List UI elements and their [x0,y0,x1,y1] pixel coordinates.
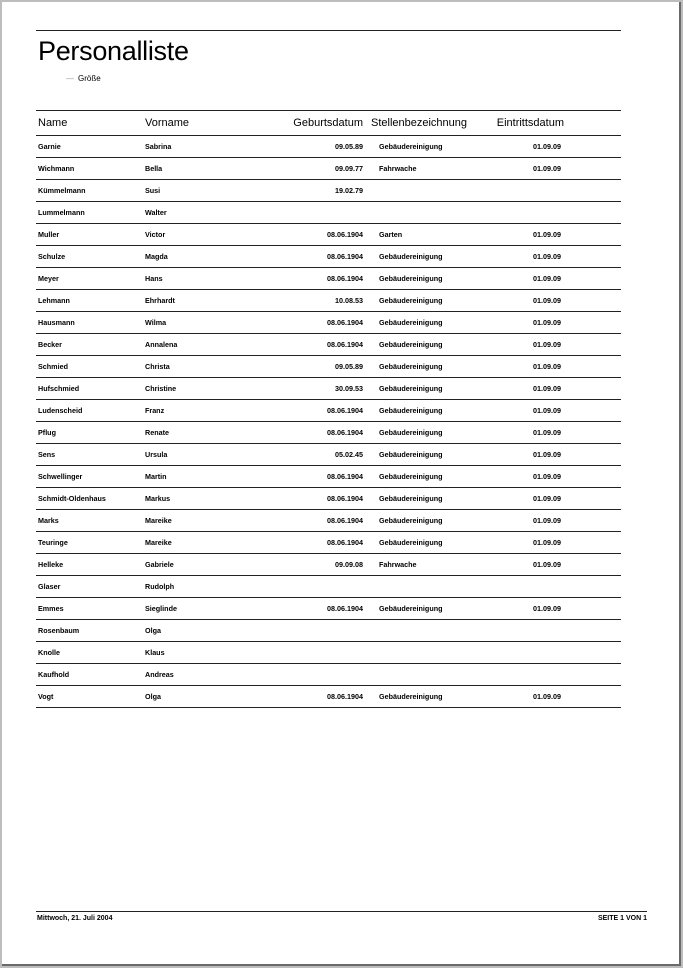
cell-stellenbezeichnung: Gebäudereinigung [379,296,443,305]
cell-vorname: Ehrhardt [145,296,175,305]
cell-stellenbezeichnung: Gebäudereinigung [379,384,443,393]
cell-stellenbezeichnung: Gebäudereinigung [379,428,443,437]
cell-geburtsdatum: 08.06.1904 [327,472,363,481]
table-header-row [36,111,621,136]
cell-name: Hufschmied [38,384,80,393]
cell-stellenbezeichnung: Gebäudereinigung [379,252,443,261]
table-row [36,620,621,642]
cell-vorname: Martin [145,472,167,481]
cell-stellenbezeichnung: Gebäudereinigung [379,472,443,481]
cell-name: Kümmelmann [38,186,86,195]
table-row [36,334,621,356]
cell-stellenbezeichnung: Gebäudereinigung [379,362,443,371]
cell-geburtsdatum: 30.09.53 [335,384,363,393]
cell-name: Ludenscheid [38,406,83,415]
cell-vorname: Walter [145,208,167,217]
cell-vorname: Ursula [145,450,168,459]
cell-geburtsdatum: 09.05.89 [335,362,363,371]
table-row [36,180,621,202]
cell-eintrittsdatum: 01.09.09 [533,384,561,393]
report-title: Personalliste [38,36,189,66]
table-row [36,664,621,686]
report-subtitle [66,74,101,83]
cell-geburtsdatum: 19.02.79 [335,186,363,195]
cell-geburtsdatum: 08.06.1904 [327,318,363,327]
table-row [36,356,621,378]
cell-eintrittsdatum: 01.09.09 [533,604,561,613]
cell-vorname: Olga [145,692,161,701]
table-row [36,202,621,224]
cell-eintrittsdatum: 01.09.09 [533,560,561,569]
cell-vorname: Christine [145,384,177,393]
cell-vorname: Bella [145,164,163,173]
cell-geburtsdatum: 08.06.1904 [327,516,363,525]
cell-vorname: Sieglinde [145,604,177,613]
cell-name: Schwellinger [38,472,83,481]
cell-geburtsdatum: 08.06.1904 [327,692,363,701]
table-row [36,510,621,532]
table-row [36,466,621,488]
cell-eintrittsdatum: 01.09.09 [533,318,561,327]
cell-stellenbezeichnung: Gebäudereinigung [379,450,443,459]
header-geburtsdatum: Geburtsdatum [293,117,363,129]
cell-stellenbezeichnung: Gebäudereinigung [379,406,443,415]
table-row [36,224,621,246]
cell-name: Sens [38,450,56,459]
header-vorname: Vorname [145,117,190,129]
cell-stellenbezeichnung: Fahrwache [379,560,417,569]
cell-name: Vogt [38,692,54,701]
footer-rule [36,911,647,912]
cell-name: Helleke [38,560,64,569]
cell-geburtsdatum: 08.06.1904 [327,340,363,349]
cell-eintrittsdatum: 01.09.09 [533,274,561,283]
subtitle-text: Größe [78,74,101,83]
cell-name: Schmied [38,362,68,371]
cell-vorname: Susi [145,186,161,195]
footer-page-number: SEITE 1 VON 1 [597,915,647,922]
cell-geburtsdatum: 08.06.1904 [327,538,363,547]
cell-vorname: Olga [145,626,161,635]
cell-stellenbezeichnung: Garten [379,230,403,239]
table-row [36,378,621,400]
header-top-rule [36,30,621,31]
cell-name: Wichmann [38,164,75,173]
cell-eintrittsdatum: 01.09.09 [533,472,561,481]
cell-vorname: Gabriele [145,560,174,569]
cell-name: Muller [38,230,60,239]
cell-vorname: Hans [145,274,163,283]
cell-eintrittsdatum: 01.09.09 [533,538,561,547]
cell-name: Hausmann [38,318,75,327]
cell-vorname: Victor [145,230,166,239]
cell-name: Emmes [38,604,64,613]
cell-stellenbezeichnung: Fahrwache [379,164,417,173]
cell-name: Knolle [38,648,60,657]
cell-eintrittsdatum: 01.09.09 [533,516,561,525]
cell-eintrittsdatum: 01.09.09 [533,692,561,701]
table-row [36,136,621,158]
cell-name: Kaufhold [38,670,70,679]
cell-name: Meyer [38,274,59,283]
cell-name: Lummelmann [38,208,85,217]
cell-name: Marks [38,516,59,525]
cell-eintrittsdatum: 01.09.09 [533,494,561,503]
cell-name: Schulze [38,252,66,261]
cell-geburtsdatum: 08.06.1904 [327,230,363,239]
cell-vorname: Magda [145,252,168,261]
cell-name: Garnie [38,142,61,151]
cell-name: Schmidt-Oldenhaus [38,494,106,503]
cell-vorname: Andreas [145,670,174,679]
cell-name: Becker [38,340,62,349]
header-stellenbezeichnung: Stellenbezeichnung [371,117,468,129]
subtitle-mark: — [66,74,74,83]
cell-stellenbezeichnung: Gebäudereinigung [379,538,443,547]
cell-eintrittsdatum: 01.09.09 [533,428,561,437]
cell-name: Glaser [38,582,61,591]
table-row [36,642,621,664]
table-row [36,576,621,598]
table-row [36,290,621,312]
table-row [36,312,621,334]
table-row [36,554,621,576]
cell-vorname: Rudolph [145,582,175,591]
cell-stellenbezeichnung: Gebäudereinigung [379,516,443,525]
cell-vorname: Mareike [145,516,172,525]
cell-geburtsdatum: 09.05.89 [335,142,363,151]
cell-eintrittsdatum: 01.09.09 [533,406,561,415]
cell-vorname: Klaus [145,648,165,657]
cell-vorname: Sabrina [145,142,172,151]
cell-eintrittsdatum: 01.09.09 [533,230,561,239]
cell-geburtsdatum: 08.06.1904 [327,494,363,503]
table-row [36,598,621,620]
cell-geburtsdatum: 08.06.1904 [327,604,363,613]
table-body [36,136,621,708]
cell-stellenbezeichnung: Gebäudereinigung [379,604,443,613]
table-row [36,532,621,554]
personnel-table [36,110,621,708]
header-name: Name [38,117,68,129]
cell-stellenbezeichnung: Gebäudereinigung [379,340,443,349]
cell-geburtsdatum: 08.06.1904 [327,406,363,415]
cell-geburtsdatum: 08.06.1904 [327,428,363,437]
cell-name: Rosenbaum [38,626,80,635]
footer-date: Mittwoch, 21. Juli 2004 [37,915,113,922]
cell-vorname: Markus [145,494,171,503]
table-row [36,400,621,422]
table-row [36,268,621,290]
report-page [2,2,681,966]
cell-vorname: Mareike [145,538,172,547]
cell-stellenbezeichnung: Gebäudereinigung [379,494,443,503]
cell-eintrittsdatum: 01.09.09 [533,142,561,151]
cell-eintrittsdatum: 01.09.09 [533,362,561,371]
table-row [36,158,621,180]
cell-geburtsdatum: 05.02.45 [335,450,363,459]
cell-stellenbezeichnung: Gebäudereinigung [379,142,443,151]
cell-vorname: Christa [145,362,170,371]
cell-vorname: Renate [145,428,169,437]
header-eintrittsdatum: Eintrittsdatum [496,117,564,129]
cell-eintrittsdatum: 01.09.09 [533,450,561,459]
cell-name: Lehmann [38,296,70,305]
cell-geburtsdatum: 09.09.08 [335,560,363,569]
cell-stellenbezeichnung: Gebäudereinigung [379,318,443,327]
cell-geburtsdatum: 10.08.53 [335,296,363,305]
cell-name: Teuringe [38,538,68,547]
cell-eintrittsdatum: 01.09.09 [533,252,561,261]
cell-geburtsdatum: 09.09.77 [335,164,363,173]
cell-geburtsdatum: 08.06.1904 [327,274,363,283]
cell-eintrittsdatum: 01.09.09 [533,164,561,173]
cell-name: Pflug [38,428,56,437]
cell-stellenbezeichnung: Gebäudereinigung [379,692,443,701]
table-row [36,488,621,510]
table-row [36,246,621,268]
cell-eintrittsdatum: 01.09.09 [533,296,561,305]
cell-stellenbezeichnung: Gebäudereinigung [379,274,443,283]
cell-vorname: Wilma [145,318,167,327]
table-row [36,444,621,466]
cell-geburtsdatum: 08.06.1904 [327,252,363,261]
cell-eintrittsdatum: 01.09.09 [533,340,561,349]
table-row [36,422,621,444]
cell-vorname: Franz [145,406,165,415]
table-row [36,686,621,708]
cell-vorname: Annalena [145,340,178,349]
